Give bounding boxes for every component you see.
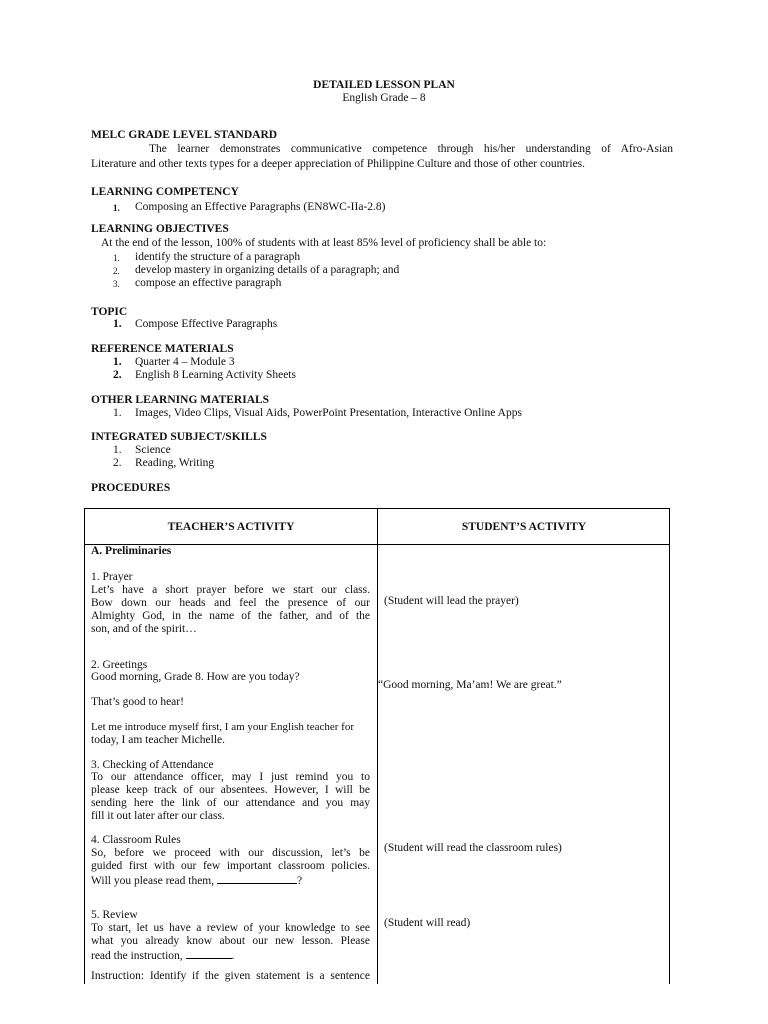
greetings-line-1: Good morning, Grade 8. How are you today? — [91, 671, 300, 683]
prayer-student-response: (Student will lead the prayer) — [384, 595, 519, 607]
other-material-num-1: 1. — [113, 407, 122, 419]
objective-num-3: 3. — [113, 279, 120, 289]
greetings-line-2: That’s good to hear! — [91, 696, 184, 708]
competency-heading: LEARNING COMPETENCY — [91, 186, 239, 198]
rules-line-1: So, before we proceed with our discussion, let’s be — [91, 847, 370, 859]
reference-num-2: 2. — [113, 369, 122, 381]
objective-num-1: 1. — [113, 253, 120, 263]
review-line-1: To start, let us have a review of your knowledge to see — [91, 922, 370, 934]
topic-heading: TOPIC — [91, 306, 128, 318]
review-student-response: (Student will read) — [384, 917, 471, 929]
procedures-heading: PROCEDURES — [91, 482, 171, 494]
integrated-heading: INTEGRATED SUBJECT/SKILLS — [91, 431, 267, 443]
other-material-item-1: Images, Video Clips, Visual Aids, PowerPoint Presentation, Interactive Online Apps — [135, 407, 522, 419]
activity-table — [84, 508, 670, 984]
preliminaries-label: A. Preliminaries — [91, 545, 172, 557]
integrated-item-1: Science — [135, 444, 171, 456]
reference-item-1: Quarter 4 – Module 3 — [135, 356, 235, 368]
objectives-intro: At the end of the lesson, 100% of students with at least 85% level of proficiency shall be able to: — [101, 237, 547, 249]
integrated-item-2: Reading, Writing — [135, 457, 215, 469]
rules-line-2: guided first with our few important classroom policies. — [91, 860, 370, 872]
competency-item-num: 1. — [113, 203, 120, 213]
review-line-3 — [91, 948, 234, 963]
integrated-num-1: 1. — [113, 444, 122, 456]
topic-item: Compose Effective Paragraphs — [135, 318, 278, 330]
competency-item: Composing an Effective Paragraphs (EN8WC-IIa-2.8) — [135, 201, 386, 213]
attendance-line-2: please keep track of our absentees. However, I will be — [91, 784, 370, 796]
greetings-student-response: “Good morning, Ma’am! We are great.” — [378, 679, 562, 691]
melc-line-1: The learner demonstrates communicative competence through his/her understanding of Afro-Asian — [149, 143, 673, 155]
review-line-3-text: read the instruction, — [91, 950, 186, 962]
prayer-line-1: Let’s have a short prayer before we start our class. — [91, 584, 370, 596]
rules-line-3-end: ? — [297, 875, 303, 887]
objective-item-1: identify the structure of a paragraph — [135, 251, 301, 263]
prayer-line-3: Almighty God, in the name of the father, and of the — [91, 610, 370, 622]
objective-item-2: develop mastery in organizing details of a paragraph; and — [135, 264, 400, 276]
attendance-line-3: sending here the link of our attendance and you may — [91, 797, 370, 809]
references-heading: REFERENCE MATERIALS — [91, 343, 234, 355]
objectives-heading: LEARNING OBJECTIVES — [91, 223, 229, 235]
table-header-divider — [85, 544, 669, 545]
prayer-line-4: son, and of the spirit… — [91, 623, 197, 635]
document-title: DETAILED LESSON PLAN — [313, 79, 455, 91]
document-subtitle: English Grade – 8 — [342, 92, 426, 104]
reference-item-2: English 8 Learning Activity Sheets — [135, 369, 296, 381]
review-line-3-end: . — [231, 950, 235, 962]
prayer-line-2: Bow down our heads and feel the presence of our — [91, 597, 370, 609]
review-line-2: what you already know about our new lesson. Please — [91, 935, 370, 947]
rules-line-3-text: Will you please read them, — [91, 875, 217, 887]
table-column-divider — [377, 509, 378, 984]
topic-item-num: 1. — [113, 318, 122, 330]
objective-item-3: compose an effective paragraph — [135, 277, 282, 289]
column-header-teacher: TEACHER’S ACTIVITY — [167, 521, 295, 533]
prayer-label: 1. Prayer — [91, 571, 133, 583]
rules-name-blank — [217, 873, 297, 884]
greetings-line-4: today, I am teacher Michelle. — [91, 734, 225, 746]
attendance-line-4: fill it out later after our class. — [91, 810, 225, 822]
column-header-student: STUDENT’S ACTIVITY — [461, 521, 587, 533]
objective-num-2: 2. — [113, 266, 120, 276]
melc-line-2: Literature and other texts types for a deeper appreciation of Philippine Culture and those of other countries. — [91, 158, 586, 170]
melc-heading: MELC GRADE LEVEL STANDARD — [91, 129, 278, 141]
rules-label: 4. Classroom Rules — [91, 834, 181, 846]
review-instruction: Instruction: Identify if the given statement is a sentence — [91, 970, 370, 982]
greetings-label: 2. Greetings — [91, 659, 148, 671]
attendance-line-1: To our attendance officer, may I just remind you to — [91, 771, 370, 783]
rules-student-response: (Student will read the classroom rules) — [384, 842, 562, 854]
attendance-label: 3. Checking of Attendance — [91, 759, 214, 771]
rules-line-3 — [91, 873, 302, 888]
review-label: 5. Review — [91, 909, 138, 921]
integrated-num-2: 2. — [113, 457, 122, 469]
reference-num-1: 1. — [113, 356, 122, 368]
review-name-blank — [186, 948, 232, 959]
greetings-line-3: Let me introduce myself first, I am your English teacher for — [91, 721, 354, 733]
other-materials-heading: OTHER LEARNING MATERIALS — [91, 394, 270, 406]
